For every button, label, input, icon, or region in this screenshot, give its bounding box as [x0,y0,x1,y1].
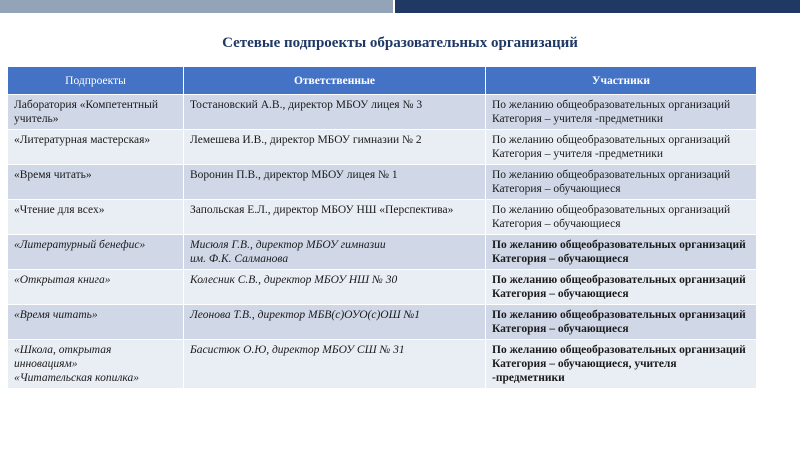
participants-line: Категория – учителя -предметники [492,113,664,125]
project-cell [8,130,184,165]
participants-line: По желанию общеобразовательных организаций [492,204,731,216]
participants-line: Категория – обучающиеся, учителя -предметники [492,358,677,384]
participants-cell [486,130,757,165]
project-cell [8,165,184,200]
project-line: инновациям» [14,358,78,370]
participants-cell [486,305,757,340]
responsible-cell [184,130,486,165]
table-row [8,165,757,200]
table-row [8,340,757,389]
page-title: Сетевые подпроекты образовательных организаций [222,35,578,51]
project-line: учитель» [14,113,59,125]
participants-cell [486,235,757,270]
header-bar-right [395,0,800,13]
participants-cell [486,95,757,130]
responsible-cell [184,270,486,305]
project-cell [8,200,184,235]
participants-cell [486,270,757,305]
responsible-line: Воронин П.В., директор МБОУ лицея № 1 [190,169,398,181]
participants-line: Категория – учителя -предметники [492,148,664,160]
table-row [8,235,757,270]
participants-line: По желанию общеобразовательных организаций [492,309,746,321]
participants-line: Категория – обучающиеся [492,253,629,265]
table-row [8,130,757,165]
responsible-cell [184,340,486,389]
project-cell [8,340,184,389]
column-header-participants: Участники [486,67,757,95]
responsible-cell [184,165,486,200]
project-line: «Время читать» [14,169,92,181]
responsible-cell [184,305,486,340]
project-cell [8,305,184,340]
participants-line: По желанию общеобразовательных организаций [492,239,746,251]
project-line: «Школа, открытая [14,344,112,356]
table-row [8,200,757,235]
participants-line: По желанию общеобразовательных организаций [492,344,746,356]
project-cell [8,95,184,130]
project-line: Лаборатория «Компетентный [14,99,159,111]
project-line: «Литературная мастерская» [14,134,151,146]
responsible-cell [184,95,486,130]
project-line: «Читательская копилка» [14,372,139,384]
participants-line: По желанию общеобразовательных организаций [492,99,731,111]
project-line: «Литературный бенефис» [14,239,146,251]
project-line: «Чтение для всех» [14,204,105,216]
responsible-line: Колесник С.В., директор МБОУ НШ № 30 [190,274,398,286]
table-header-row [8,67,757,95]
responsible-line: Лемешева И.В., директор МБОУ гимназии № 2 [190,134,422,146]
responsible-line: Тостановский А.В., директор МБОУ лицея № 3 [190,99,423,111]
participants-line: Категория – обучающиеся [492,218,621,230]
participants-line: Категория – обучающиеся [492,288,629,300]
participants-cell [486,200,757,235]
project-line: «Открытая книга» [14,274,111,286]
participants-cell [486,165,757,200]
table-row [8,305,757,340]
responsible-line: Мисюля Г.В., директор МБОУ гимназии [190,239,386,251]
projects-table [7,66,757,389]
responsible-line: им. Ф.К. Салманова [190,253,289,265]
table-row [8,270,757,305]
responsible-line: Басистюк О.Ю, директор МБОУ СШ № 31 [190,344,405,356]
table-row [8,95,757,130]
responsible-cell [184,200,486,235]
participants-line: По желанию общеобразовательных организаций [492,134,731,146]
project-cell [8,235,184,270]
header-bar-left [0,0,393,13]
responsible-cell [184,235,486,270]
column-header-responsible: Ответственные [184,67,486,95]
project-line: «Время читать» [14,309,98,321]
participants-line: Категория – обучающиеся [492,323,629,335]
project-cell [8,270,184,305]
participants-line: Категория – обучающиеся [492,183,621,195]
responsible-line: Запольская Е.Л., директор МБОУ НШ «Перспектива» [190,204,454,216]
responsible-line: Леонова Т.В., директор МБВ(с)ОУО(с)ОШ №1 [190,309,421,321]
participants-line: По желанию общеобразовательных организаций [492,169,731,181]
participants-line: По желанию общеобразовательных организаций [492,274,746,286]
participants-cell [486,340,757,389]
column-header-projects: Подпроекты [8,67,184,95]
